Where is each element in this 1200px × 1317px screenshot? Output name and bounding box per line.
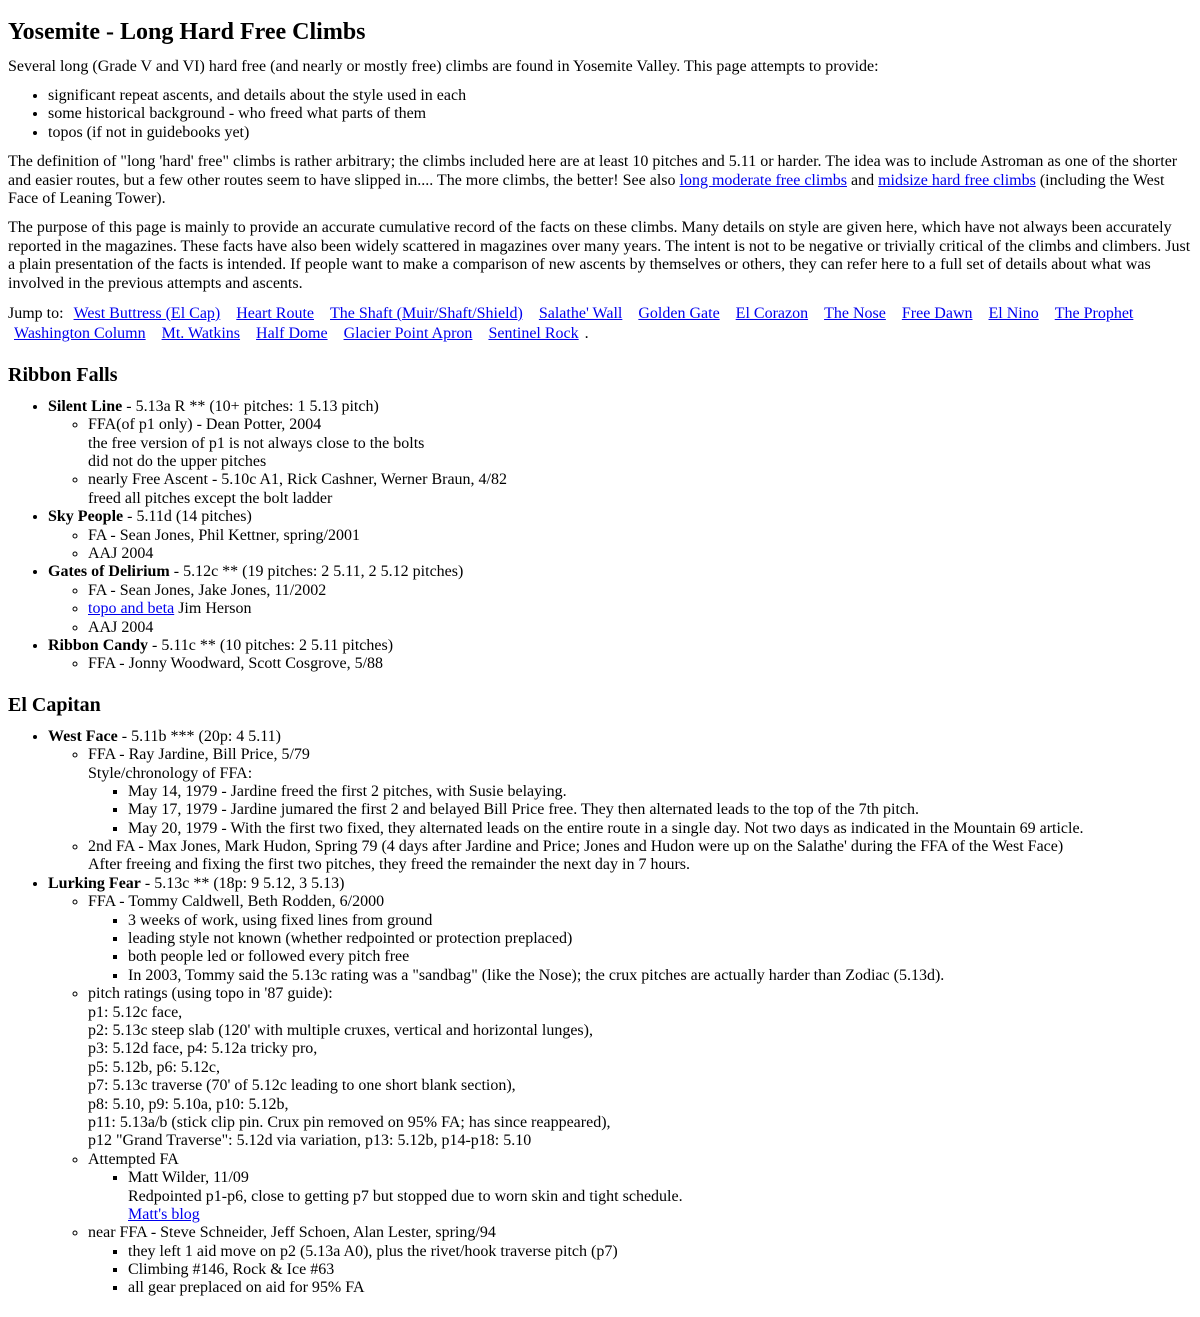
jump-label: Jump to:	[8, 304, 64, 322]
detail-line: ◦ FFA - Ray Jardine, Bill Price, 5/79	[88, 746, 310, 764]
list-item: ▪ all gear preplaced on aid for 95% FA	[128, 1279, 1192, 1297]
detail-line: p5: 5.12b, p6: 5.12c,	[88, 1058, 220, 1076]
detail-line: ◦ 2nd FA - Max Jones, Mark Hudon, Spring 79 (4 days after Jardine and Price; Jones and Hudon were up on the Salathe' during the FFA of the West Face)	[88, 838, 1064, 856]
list-item: ◦ AAJ 2004	[88, 619, 1192, 637]
detail-sublist	[88, 912, 1192, 986]
list-item: • topos (if not in guidebooks yet)	[48, 124, 1192, 142]
list-item: ▪ leading style not known (whether redpointed or protection preplaced)	[128, 930, 1192, 948]
route-details	[48, 893, 1192, 1298]
detail-line: the free version of p1 is not always close to the bolts	[88, 434, 425, 452]
link-matts-blog[interactable]: Matt's blog	[128, 1205, 200, 1223]
list-item: • some historical background - who freed what parts of them	[48, 105, 1192, 123]
list-item: ▪ May 14, 1979 - Jardine freed the first 2 pitches, with Susie belaying.	[128, 783, 1192, 801]
jump-trailing: .	[584, 324, 589, 342]
definition-post: (including the West Face of Leaning Tower).	[8, 171, 1165, 207]
route-details	[48, 416, 1192, 508]
detail-line: ▪ Matt Wilder, 11/09	[128, 1169, 249, 1187]
jump-link-el-corazon[interactable]: El Corazon	[735, 304, 809, 322]
jump-link-west-buttress[interactable]: West Buttress (El Cap)	[73, 304, 221, 322]
detail-line: freed all pitches except the bolt ladder	[88, 489, 333, 507]
page-title: Yosemite - Long Hard Free Climbs	[8, 19, 366, 45]
list-item: ▪ 3 weeks of work, using fixed lines from ground	[128, 912, 1192, 930]
route-sky-people	[48, 508, 1192, 563]
detail-line: ◦ FFA(of p1 only) - Dean Potter, 2004	[88, 416, 322, 434]
detail-line: p7: 5.13c traverse (70' of 5.12c leading to one short blank section),	[88, 1077, 516, 1095]
list-item	[128, 1169, 1192, 1224]
route-name: Ribbon Candy	[48, 636, 149, 654]
route-details	[48, 746, 1192, 875]
list-item: ◦ AAJ 2004	[88, 545, 1192, 563]
definition-pre: The definition of "long 'hard' free" climbs is rather arbitrary; the climbs included here are at least 10 pitches and 5.11 or harder. The idea was to include Astroman as one of the shorter and easier routes, but a few other routes seem to have slipped in.... The more climbs, the better! See also	[8, 153, 1178, 189]
jump-link-half-dome[interactable]: Half Dome	[256, 324, 328, 342]
route-grade: - 5.13c ** (18p: 9 5.12, 3 5.13)	[140, 874, 345, 892]
list-item	[88, 1151, 1192, 1225]
detail-line: ◦ pitch ratings (using topo in '87 guide):	[88, 985, 333, 1003]
jump-link-glacier-point-apron[interactable]: Glacier Point Apron	[343, 324, 473, 342]
route-name: Silent Line	[48, 397, 123, 415]
list-item: ▪ both people led or followed every pitch free	[128, 948, 1192, 966]
list-item: ▪ Climbing #146, Rock & Ice #63	[128, 1261, 1192, 1279]
list-item: • significant repeat ascents, and details about the style used in each	[48, 87, 1192, 105]
intro-bullets	[8, 87, 1192, 142]
detail-sublist	[88, 1169, 1192, 1224]
detail-line: p3: 5.12d face, p4: 5.12a tricky pro,	[88, 1040, 318, 1058]
detail-line: did not do the upper pitches	[88, 453, 267, 471]
jump-link-sentinel-rock[interactable]: Sentinel Rock	[488, 324, 579, 342]
detail-sublist	[88, 783, 1192, 838]
list-item	[88, 1224, 1192, 1298]
route-list-ribbon-falls	[8, 398, 1192, 674]
route-gates-of-delirium	[48, 563, 1192, 637]
route-details	[48, 582, 1192, 637]
route-details	[48, 527, 1192, 564]
detail-line: ◦ FFA - Tommy Caldwell, Beth Rodden, 6/2000	[88, 893, 385, 911]
list-item: ◦ FA - Sean Jones, Jake Jones, 11/2002	[88, 582, 1192, 600]
jump-link-salathe-wall[interactable]: Salathe' Wall	[538, 304, 623, 322]
detail-line: ◦ Attempted FA	[88, 1150, 179, 1168]
route-silent-line	[48, 398, 1192, 508]
route-name: Lurking Fear	[48, 874, 141, 892]
list-item	[88, 746, 1192, 838]
section-heading-el-capitan: El Capitan	[8, 693, 101, 716]
detail-line: Jim Herson	[174, 600, 252, 618]
jump-link-the-nose[interactable]: The Nose	[824, 304, 886, 322]
list-item	[88, 416, 1192, 471]
list-item: ◦ FFA - Jonny Woodward, Scott Cosgrove, 5/88	[88, 655, 1192, 673]
list-item: ▪ In 2003, Tommy said the 5.13c rating was a "sandbag" (like the Nose); the crux pitches are actually harder than Zodiac (5.13d).	[128, 967, 1192, 985]
detail-sublist	[88, 1243, 1192, 1298]
route-details	[48, 655, 1192, 673]
list-item	[88, 600, 1192, 618]
link-topo-and-beta[interactable]: topo and beta	[88, 600, 175, 618]
route-list-el-capitan	[8, 728, 1192, 1298]
detail-line: ◦ near FFA - Steve Schneider, Jeff Schoen, Alan Lester, spring/94	[88, 1224, 496, 1242]
definition-mid: and	[847, 171, 879, 189]
link-long-moderate-free-climbs[interactable]: long moderate free climbs	[679, 171, 847, 189]
route-lurking-fear	[48, 875, 1192, 1298]
jump-link-mt-watkins[interactable]: Mt. Watkins	[161, 324, 241, 342]
definition-paragraph	[8, 153, 1192, 208]
detail-line: ◦ nearly Free Ascent - 5.10c A1, Rick Cashner, Werner Braun, 4/82	[88, 471, 507, 489]
route-grade: - 5.11d (14 pitches)	[123, 508, 252, 526]
detail-line: p2: 5.13c steep slab (120' with multiple cruxes, vertical and horizontal lunges),	[88, 1022, 593, 1039]
jump-link-golden-gate[interactable]: Golden Gate	[638, 304, 720, 322]
list-item: ▪ they left 1 aid move on p2 (5.13a A0), plus the rivet/hook traverse pitch (p7)	[128, 1243, 1192, 1261]
route-grade: - 5.11c ** (10 pitches: 2 5.11 pitches)	[148, 636, 394, 654]
list-item: ◦ FA - Sean Jones, Phil Kettner, spring/2001	[88, 527, 1192, 545]
route-west-face	[48, 728, 1192, 875]
intro-lead: Several long (Grade V and VI) hard free (and nearly or mostly free) climbs are found in Yosemite Valley. This page attempts to provide:	[8, 57, 879, 75]
jump-link-washington-column[interactable]: Washington Column	[14, 324, 146, 342]
route-name: Gates of Delirium	[48, 563, 170, 581]
section-heading-ribbon-falls: Ribbon Falls	[8, 363, 118, 386]
list-item: ▪ May 17, 1979 - Jardine jumared the first 2 and belayed Bill Price free. They then alternated leads to the top of the 7th pitch.	[128, 801, 1192, 819]
link-midsize-hard-free-climbs[interactable]: midsize hard free climbs	[878, 171, 1036, 189]
purpose-paragraph: The purpose of this page is mainly to provide an accurate cumulative record of the facts on these climbs. Many details on style are given here, which have not always been accurately reported in the magazines. These facts have also been widely scattered in magazines over many years. The intent is not to be negative or trivially critical of the climbs and climbers. Just a plain presentation of the facts is intended. If people want to make a comparison of new ascents by themselves or others, they can refer here to a full set of details about what was involved in the previous attempts and ascents.	[8, 219, 1191, 292]
jump-link-el-nino[interactable]: El Nino	[988, 304, 1039, 322]
route-name: West Face	[48, 727, 118, 745]
detail-line: p8: 5.10, p9: 5.10a, p10: 5.12b,	[88, 1095, 289, 1113]
list-item: ▪ May 20, 1979 - With the first two fixed, they alternated leads on the entire route in a single day. Not two days as indicated in the Mountain 69 article.	[128, 820, 1192, 838]
list-item	[88, 985, 1192, 1151]
list-item	[88, 471, 1192, 508]
detail-line: p12 "Grand Traverse": 5.12d via variation, p13: 5.12b, p14-p18: 5.10	[88, 1132, 532, 1150]
detail-line: Style/chronology of FFA:	[88, 764, 253, 782]
jump-link-the-prophet[interactable]: The Prophet	[1054, 304, 1134, 322]
jump-to-nav	[8, 304, 1192, 344]
route-grade: - 5.12c ** (19 pitches: 2 5.11, 2 5.12 pitches)	[169, 563, 464, 581]
jump-link-heart-route[interactable]: Heart Route	[236, 304, 314, 322]
detail-line: After freeing and fixing the first two pitches, they freed the remainder the next day in 7 hours.	[88, 856, 691, 874]
route-name: Sky People	[48, 508, 124, 526]
detail-line: p11: 5.13a/b (stick clip pin. Crux pin removed on 95% FA; has since reappeared),	[88, 1113, 611, 1131]
list-item	[88, 893, 1192, 985]
route-grade: - 5.13a R ** (10+ pitches: 1 5.13 pitch)	[122, 397, 379, 415]
route-ribbon-candy	[48, 637, 1192, 674]
list-item	[88, 838, 1192, 875]
jump-link-the-shaft[interactable]: The Shaft (Muir/Shaft/Shield)	[330, 304, 523, 322]
route-grade: - 5.11b *** (20p: 4 5.11)	[117, 727, 281, 745]
detail-line: p1: 5.12c face,	[88, 1003, 183, 1021]
jump-link-free-dawn[interactable]: Free Dawn	[901, 304, 973, 322]
detail-line: Redpointed p1-p6, close to getting p7 but stopped due to worn skin and tight schedule.	[128, 1187, 683, 1205]
